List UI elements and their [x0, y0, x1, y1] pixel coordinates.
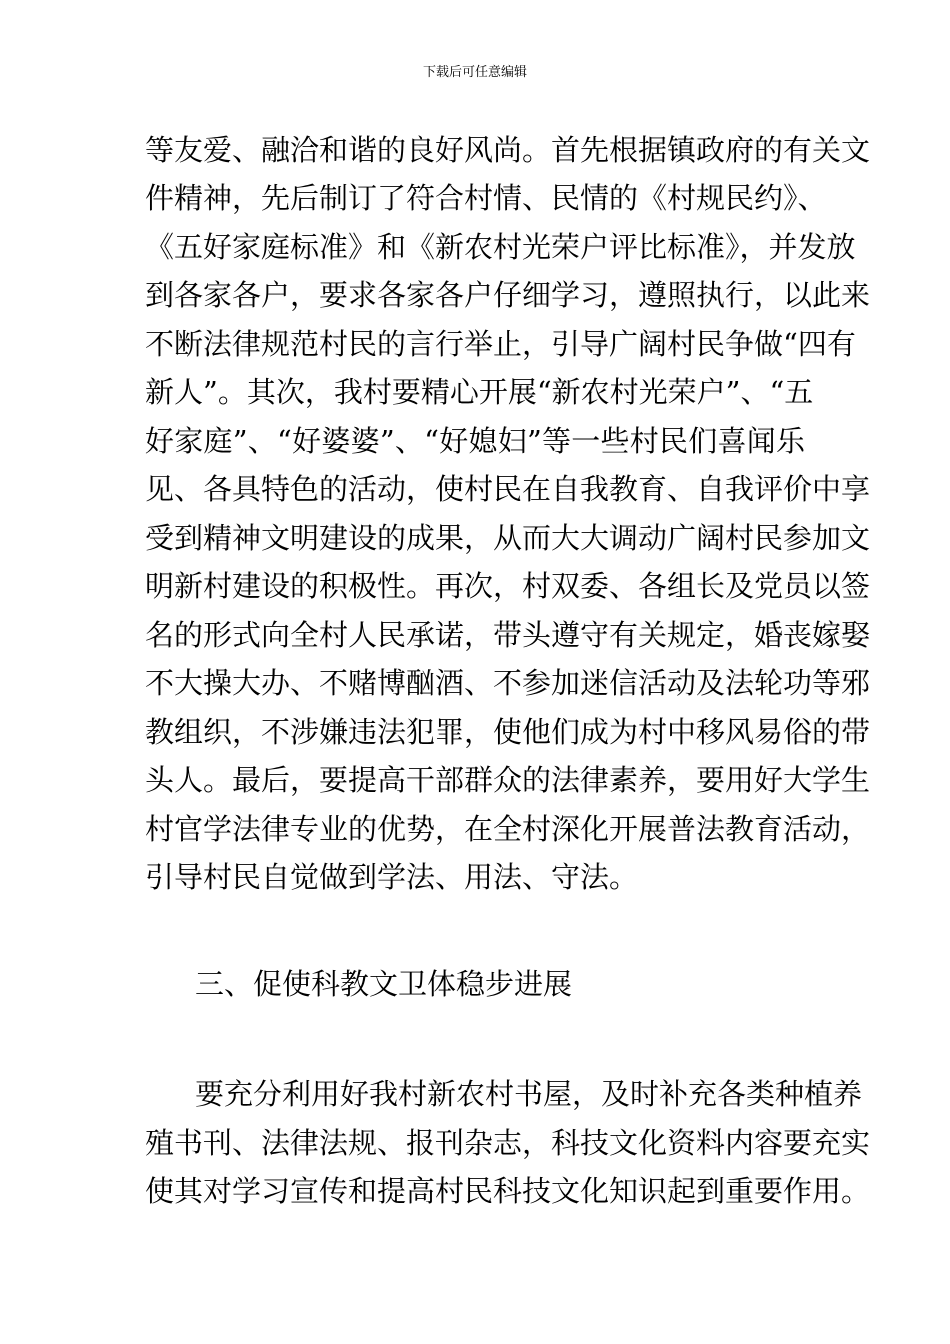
paragraph-line: 明新村建设的积极性。再次，村双委、各组长及党员以签	[145, 569, 871, 603]
paragraph-line: 使其对学习宣传和提高村民科技文化知识起到重要作用。	[145, 1174, 871, 1208]
paragraph-line: 等友爱、融洽和谐的良好风尚。首先根据镇政府的有关文	[145, 133, 871, 167]
paragraph-line: 见、各具特色的活动，使村民在自我教育、自我评价中享	[145, 472, 871, 506]
paragraph-line: 不断法律规范村民的言行举止，引导广阔村民争做“四有	[145, 327, 856, 361]
paragraph-line: 《五好家庭标准》和《新农村光荣户评比标准》，并发放	[145, 230, 856, 264]
paragraph-line: 殖书刊、法律法规、报刊杂志，科技文化资料内容要充实	[145, 1126, 871, 1160]
paragraph-line: 名的形式向全村人民承诺，带头遵守有关规定，婚丧嫁娶	[145, 618, 871, 652]
paragraph-line: 到各家各户，要求各家各户仔细学习，遵照执行，以此来	[145, 278, 871, 312]
paragraph-line: 头人。最后，要提高干部群众的法律素养，要用好大学生	[145, 763, 871, 797]
paragraph-line: 不大操大办、不赌博酗酒、不参加迷信活动及法轮功等邪	[145, 666, 871, 700]
paragraph-line: 引导村民自觉做到学法、用法、守法。	[145, 860, 639, 894]
paragraph-line: 好家庭”、“好婆婆”、“好媳妇”等一些村民们喜闻乐	[145, 424, 805, 458]
paragraph-line: 教组织，不涉嫌违法犯罪，使他们成为村中移风易俗的带	[145, 715, 871, 749]
paragraph-line: 受到精神文明建设的成果，从而大大调动广阔村民参加文	[145, 521, 871, 555]
section-heading: 三、促使科教文卫体稳步进展	[195, 967, 573, 1001]
paragraph-line: 村官学法律专业的优势，在全村深化开展普法教育活动，	[145, 812, 871, 846]
paragraph-line: 要充分利用好我村新农村书屋，及时补充各类种植养	[195, 1077, 863, 1111]
paragraph-line: 新人”。其次，我村要精心开展“新农村光荣户”、“五	[145, 375, 814, 409]
paragraph-line: 件精神，先后制订了符合村情、民情的《村规民约》、	[145, 181, 827, 215]
page-header-note: 下载后可任意编辑	[422, 65, 527, 80]
